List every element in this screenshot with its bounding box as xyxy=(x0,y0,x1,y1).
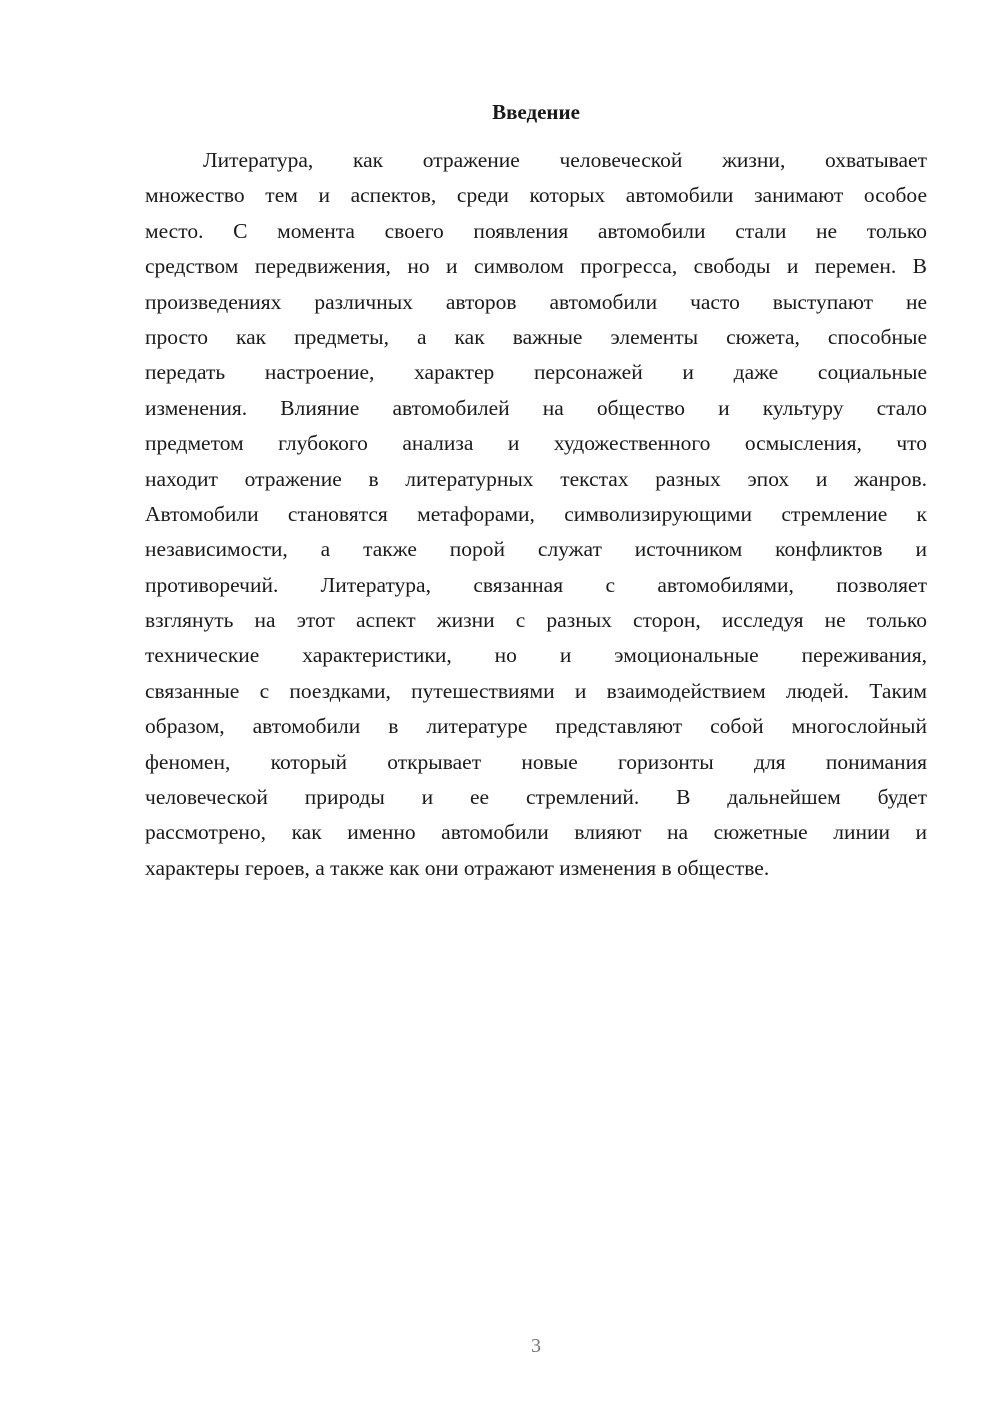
introduction-paragraph xyxy=(145,143,927,886)
paragraph-line: произведениях различных авторов автомобили часто выступают не xyxy=(145,289,927,314)
paragraph-line: просто как предметы, а как важные элементы сюжета, способные xyxy=(145,324,927,349)
paragraph-line: изменения. Влияние автомобилей на общество и культуру стало xyxy=(145,395,927,420)
paragraph-line: характеры героев, а также как они отражают изменения в обществе. xyxy=(145,855,770,880)
page-number: 3 xyxy=(531,1335,541,1357)
paragraph-line: Автомобили становятся метафорами, символизирующими стремление к xyxy=(145,501,927,526)
paragraph-line: человеческой природы и ее стремлений. В дальнейшем будет xyxy=(145,785,927,810)
paragraph-line: рассмотрено, как именно автомобили влияют на сюжетные линии и xyxy=(145,820,927,845)
paragraph-line: место. С момента своего появления автомобили стали не только xyxy=(145,218,927,243)
section-heading: Введение xyxy=(492,100,580,124)
paragraph-line: множество тем и аспектов, среди которых автомобили занимают особое xyxy=(145,183,927,208)
paragraph-line: технические характеристики, но и эмоциональные переживания, xyxy=(145,643,927,668)
paragraph-line: средством передвижения, но и символом прогресса, свободы и перемен. В xyxy=(145,254,927,279)
paragraph-line: связанные с поездками, путешествиями и взаимодействием людей. Таким xyxy=(145,678,927,703)
paragraph-line: предметом глубокого анализа и художественного осмысления, что xyxy=(145,431,927,456)
paragraph-line: находит отражение в литературных текстах разных эпох и жанров. xyxy=(145,466,927,491)
paragraph-line: феномен, который открывает новые горизонты для понимания xyxy=(145,749,927,774)
paragraph-line: взглянуть на этот аспект жизни с разных сторон, исследуя не только xyxy=(145,608,927,633)
paragraph-line: Литература, как отражение человеческой жизни, охватывает xyxy=(203,148,927,172)
paragraph-line: независимости, а также порой служат источником конфликтов и xyxy=(145,537,927,562)
paragraph-line: противоречий. Литература, связанная с автомобилями, позволяет xyxy=(145,572,927,597)
paragraph-line: образом, автомобили в литературе представляют собой многослойный xyxy=(145,714,927,739)
paragraph-line: передать настроение, характер персонажей и даже социальные xyxy=(145,360,927,385)
